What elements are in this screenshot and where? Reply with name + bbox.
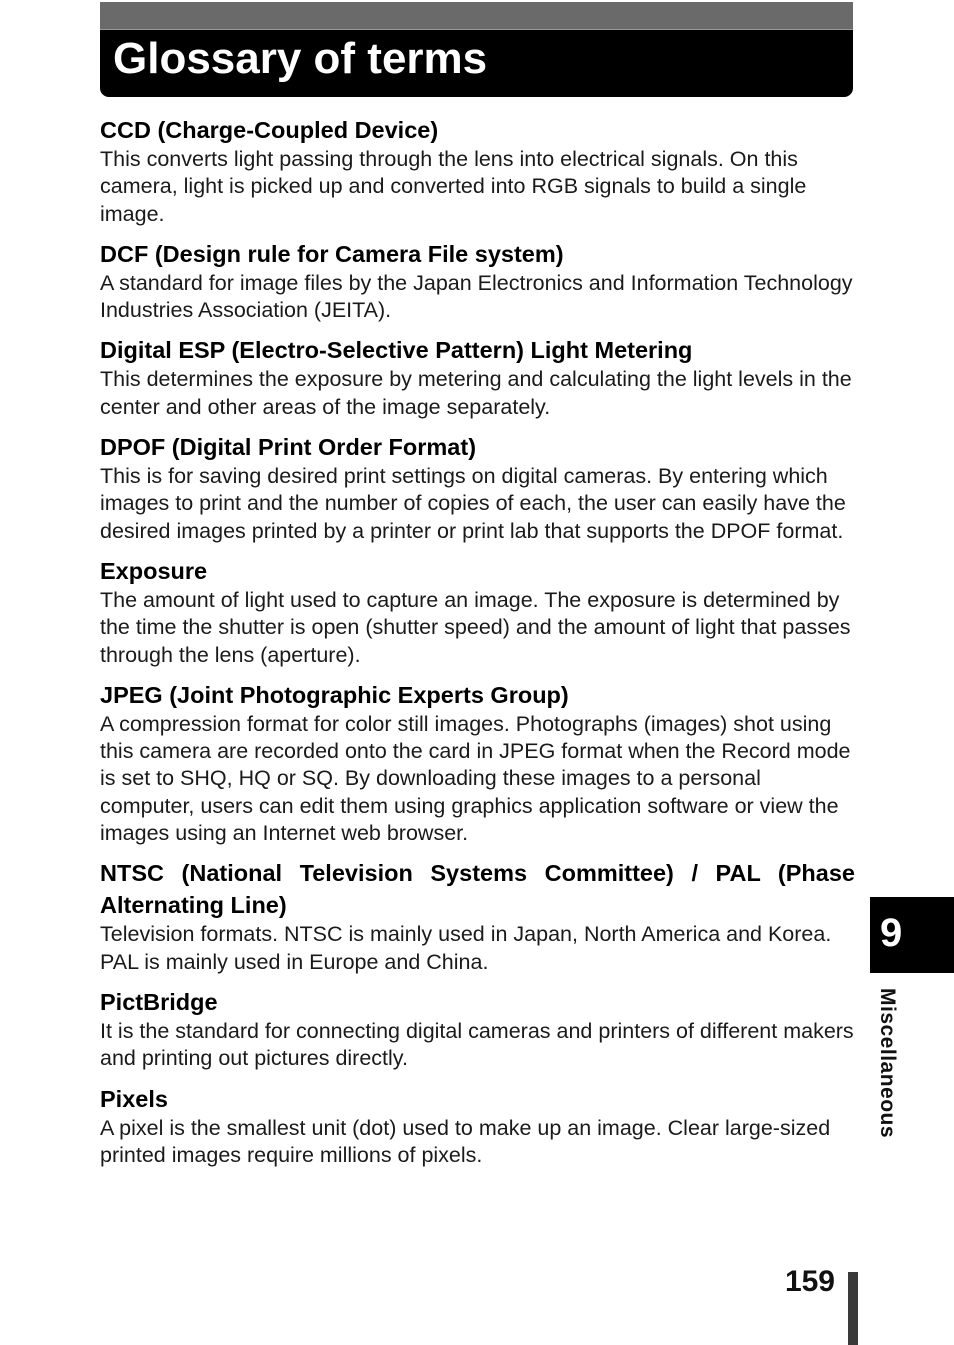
page-number: 159: [784, 1265, 835, 1298]
glossary-term: PictBridge: [100, 988, 218, 1015]
page-title: Glossary of terms: [113, 34, 488, 83]
glossary-definition: The amount of light used to capture an image. The exposure is determined by the time the shutter is open (shutter speed) and the amount of light that passes through the lens (aperture).: [100, 587, 851, 667]
glossary-entry-pixels: [100, 1083, 855, 1170]
glossary-term: DCF (Design rule for Camera File system): [100, 240, 564, 267]
glossary-list: [100, 114, 855, 1179]
glossary-term: Exposure: [100, 557, 208, 584]
glossary-definition: This determines the exposure by metering and calculating the light levels in the center and other areas of the image separately.: [100, 367, 852, 419]
chapter-tab: [870, 897, 954, 973]
title-banner: [100, 2, 853, 97]
chapter-label: Miscellaneous: [876, 988, 899, 1139]
glossary-entry-dcf: [100, 238, 855, 325]
glossary-term: JPEG (Joint Photographic Experts Group): [100, 681, 569, 708]
glossary-definition: This is for saving desired print settings on digital cameras. By entering which images to print and the number of copies of each, the user can easily have the desired images printed by a printer or print lab that supports the DPOF format.: [100, 464, 846, 543]
glossary-term: Digital ESP (Electro-Selective Pattern) Light Metering: [100, 337, 693, 364]
glossary-entry-dpof: [100, 431, 855, 545]
glossary-definition: It is the standard for connecting digital cameras and printers of different makers and printing out pictures directly.: [100, 1018, 854, 1071]
glossary-entry-jpeg: [100, 679, 855, 847]
chapter-number: 9: [880, 911, 903, 955]
glossary-term: NTSC (National Television Systems Committee) / PAL (Phase Alternating Line): [100, 860, 855, 919]
title-banner-strip: [100, 2, 853, 30]
glossary-definition: Television formats. NTSC is mainly used in Japan, North America and Korea. PAL is mainly used in Europe and China.: [100, 922, 832, 974]
glossary-entry-digital-esp: [100, 334, 855, 421]
glossary-definition: This converts light passing through the lens into electrical signals. On this camera, light is picked up and converted into RGB signals to build a single image.: [100, 147, 807, 226]
glossary-entry-ntsc-pal: [100, 857, 855, 976]
glossary-term: Pixels: [100, 1085, 168, 1112]
glossary-definition: A standard for image files by the Japan Electronics and Information Technology Industries Association (JEITA).: [100, 270, 853, 323]
page-edge-bar: [848, 1272, 858, 1345]
glossary-term: CCD (Charge-Coupled Device): [100, 117, 439, 143]
glossary-definition: A compression format for color still images. Photographs (images) shot using this camera are recorded onto the card in JPEG format when the Record mode is set to SHQ, HQ or SQ. By downloading these images to a personal computer, users can edit them using graphics application software or view the images using an Internet web browser.: [100, 711, 851, 846]
glossary-entry-ccd: [100, 114, 855, 228]
glossary-definition: A pixel is the smallest unit (dot) used to make up an image. Clear large-sized printed images require millions of pixels.: [100, 1115, 831, 1167]
glossary-term: DPOF (Digital Print Order Format): [100, 434, 477, 461]
glossary-entry-pictbridge: [100, 986, 855, 1073]
glossary-entry-exposure: [100, 555, 855, 669]
